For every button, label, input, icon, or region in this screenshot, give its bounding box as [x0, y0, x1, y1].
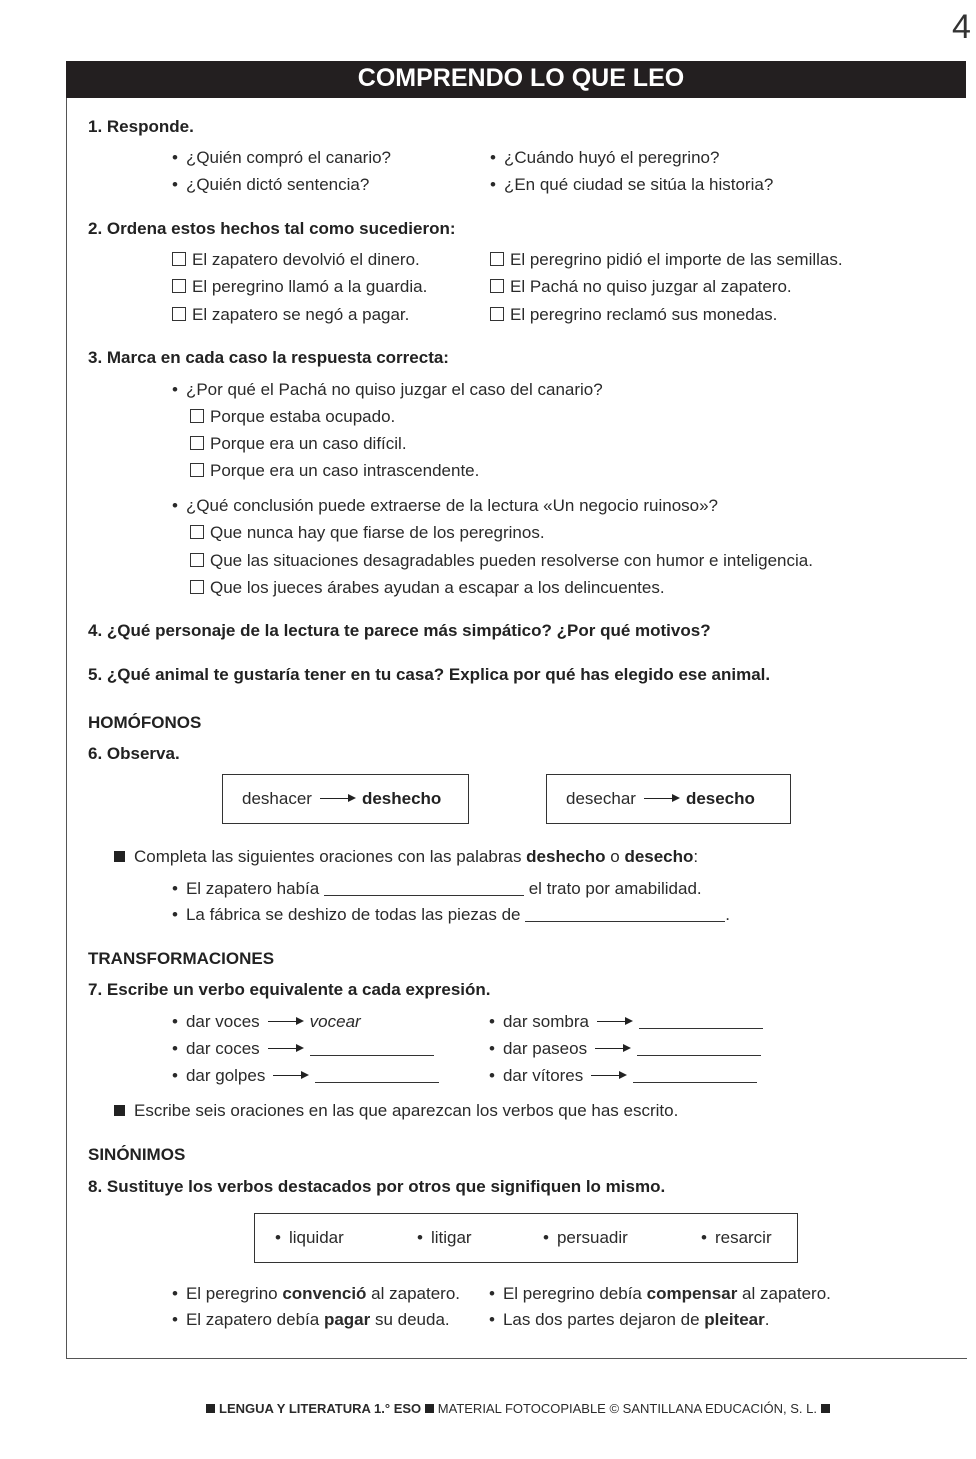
- q3-option[interactable]: [190, 461, 479, 481]
- q7-item: [489, 1012, 763, 1032]
- q6-label: 6. Observa.: [88, 744, 180, 763]
- square-icon: [206, 1404, 215, 1413]
- text-span: El peregrino: [185, 1284, 283, 1303]
- q3-label: 3. Marca en cada caso la respuesta correcta:: [88, 348, 449, 367]
- text-span: Las dos partes dejaron de: [502, 1310, 705, 1329]
- arrow-icon: [644, 798, 678, 800]
- text-span: o: [605, 847, 625, 866]
- text-span: compensar: [646, 1284, 738, 1303]
- arrow-icon: [268, 1048, 302, 1050]
- checkbox[interactable]: [490, 307, 504, 321]
- word-bank-item: • liquidar: [275, 1228, 344, 1248]
- q7-item: [172, 1012, 361, 1032]
- q2-item[interactable]: [172, 277, 427, 297]
- q1-item: • ¿Cuándo huyó el peregrino?: [490, 148, 719, 168]
- arrow-icon: [320, 798, 354, 800]
- arrow-icon: [268, 1021, 302, 1023]
- q8-label: 8. Sustituye los verbos destacados por otros que signifiquen lo mismo.: [88, 1177, 666, 1196]
- text-span: [242, 789, 441, 809]
- text-span: El zapatero había: [185, 879, 320, 898]
- text-span: El peregrino debía: [502, 1284, 647, 1303]
- q8-sentence: [489, 1284, 831, 1304]
- answer-blank[interactable]: [637, 1055, 761, 1056]
- word-bank-item: • resarcir: [701, 1228, 772, 1248]
- footer: [206, 1401, 839, 1416]
- q3-question: • ¿Por qué el Pachá no quiso juzgar el caso del canario?: [172, 380, 603, 400]
- answer-blank[interactable]: [324, 895, 524, 896]
- arrow-icon: [597, 1021, 631, 1023]
- text-span: pagar: [323, 1310, 371, 1329]
- answer-blank[interactable]: [633, 1082, 757, 1083]
- q1-item: • ¿Quién dictó sentencia?: [172, 175, 369, 195]
- checkbox[interactable]: [490, 279, 504, 293]
- text-span: Escribe seis oraciones en las que aparezcan los verbos que has escrito.: [134, 1101, 679, 1120]
- arrow-icon: [273, 1075, 307, 1077]
- word-bank-item: • litigar: [417, 1228, 472, 1248]
- q8-sentence: [172, 1310, 450, 1330]
- q6-sentence: [172, 905, 730, 925]
- q3-option[interactable]: [190, 523, 545, 543]
- q3-option[interactable]: [190, 434, 407, 454]
- homophone-box: [222, 774, 469, 824]
- section-heading-sinonimos: SINÓNIMOS: [88, 1145, 186, 1164]
- text-span: El zapatero debía: [185, 1310, 324, 1329]
- text-span: el trato por amabilidad.: [528, 879, 702, 898]
- option-text: Que los jueces árabes ayudan a escapar a los delincuentes.: [210, 578, 665, 597]
- q1-item: • ¿En qué ciudad se sitúa la historia?: [490, 175, 773, 195]
- word-from: desechar: [566, 789, 636, 808]
- q4-label: 4. ¿Qué personaje de la lectura te parece más simpático? ¿Por qué motivos?: [88, 621, 711, 640]
- q7-item: [489, 1066, 757, 1086]
- text-span: .: [725, 905, 730, 924]
- item-text: El Pachá no quiso juzgar al zapatero.: [510, 277, 792, 296]
- item-text: El zapatero devolvió el dinero.: [192, 250, 420, 269]
- text-span: :: [693, 847, 699, 866]
- square-bullet-icon: [114, 851, 125, 862]
- q7-label: 7. Escribe un verbo equivalente a cada expresión.: [88, 980, 491, 999]
- word-to: deshecho: [361, 789, 442, 808]
- q7-item: [489, 1039, 761, 1059]
- text-span: La fábrica se deshizo de todas las piezas de: [185, 905, 521, 924]
- answer-blank[interactable]: [315, 1082, 439, 1083]
- option-text: Porque era un caso intrascendente.: [210, 461, 480, 480]
- text-span: desecho: [624, 847, 694, 866]
- q8-sentence: [489, 1310, 769, 1330]
- q2-item[interactable]: [490, 277, 792, 297]
- q7-instruction: [114, 1101, 678, 1121]
- square-bullet-icon: [114, 1105, 125, 1116]
- q2-label: 2. Ordena estos hechos tal como sucedieron:: [88, 219, 456, 238]
- checkbox[interactable]: [190, 553, 204, 567]
- q2-item[interactable]: [490, 250, 843, 270]
- checkbox[interactable]: [490, 252, 504, 266]
- text-span: dar vítores: [502, 1066, 584, 1085]
- text-span: convenció: [282, 1284, 367, 1303]
- q8-sentence: [172, 1284, 460, 1304]
- q7-item: [172, 1039, 434, 1059]
- text-span: dar voces: [185, 1012, 260, 1031]
- q2-item[interactable]: [172, 305, 409, 325]
- item-text: El zapatero se negó a pagar.: [192, 305, 410, 324]
- text-span: Completa las siguientes oraciones con las palabras: [134, 847, 527, 866]
- arrow-icon: [595, 1048, 629, 1050]
- page-number: 4: [952, 8, 971, 46]
- text-span: al zapatero.: [366, 1284, 460, 1303]
- q6-sentence: [172, 879, 702, 899]
- q5-label: 5. ¿Qué animal te gustaría tener en tu casa? Explica por qué has elegido ese animal.: [88, 665, 771, 684]
- text-span: dar sombra: [502, 1012, 589, 1031]
- square-icon: [821, 1404, 830, 1413]
- option-text: Porque estaba ocupado.: [210, 407, 396, 426]
- checkbox[interactable]: [190, 580, 204, 594]
- answer-blank[interactable]: [639, 1028, 763, 1029]
- text-span: LENGUA Y LITERATURA 1.° ESO: [219, 1401, 422, 1416]
- text-span: MATERIAL FOTOCOPIABLE © SANTILLANA EDUCACIÓN, S. L.: [437, 1401, 817, 1416]
- checkbox[interactable]: [172, 252, 186, 266]
- example-answer: vocear: [309, 1012, 361, 1031]
- text-span: su deuda.: [370, 1310, 450, 1329]
- checkbox[interactable]: [172, 279, 186, 293]
- section-heading-transformaciones: TRANSFORMACIONES: [88, 949, 275, 968]
- item-text: El peregrino reclamó sus monedas.: [510, 305, 778, 324]
- arrow-icon: [591, 1075, 625, 1077]
- option-text: Que las situaciones desagradables pueden resolverse con humor e inteligencia.: [210, 551, 813, 570]
- text-span: dar golpes: [185, 1066, 266, 1085]
- word-bank-item: • persuadir: [543, 1228, 628, 1248]
- checkbox[interactable]: [190, 463, 204, 477]
- checkbox[interactable]: [190, 409, 204, 423]
- answer-blank[interactable]: [525, 921, 725, 922]
- q2-item[interactable]: [490, 305, 777, 325]
- q2-item[interactable]: [172, 250, 420, 270]
- text-span: dar paseos: [502, 1039, 588, 1058]
- q1-label: 1. Responde.: [88, 117, 194, 136]
- text-span: dar coces: [185, 1039, 260, 1058]
- checkbox[interactable]: [172, 307, 186, 321]
- item-text: El peregrino pidió el importe de las semillas.: [510, 250, 843, 269]
- checkbox[interactable]: [190, 525, 204, 539]
- section-heading-homofonos: HOMÓFONOS: [88, 713, 202, 732]
- q7-item: [172, 1066, 439, 1086]
- checkbox[interactable]: [190, 436, 204, 450]
- answer-blank[interactable]: [310, 1055, 434, 1056]
- homophone-box: [546, 774, 791, 824]
- text-span: al zapatero.: [737, 1284, 831, 1303]
- square-icon: [425, 1404, 434, 1413]
- q3-option[interactable]: [190, 407, 395, 427]
- word-to: desecho: [685, 789, 755, 808]
- option-text: Que nunca hay que fiarse de los peregrinos.: [210, 523, 545, 542]
- text-span: pleitear: [704, 1310, 765, 1329]
- q6-instruction: [114, 847, 698, 867]
- word-bank-box: [254, 1213, 798, 1263]
- q3-option[interactable]: [190, 551, 813, 571]
- word-from: deshacer: [242, 789, 312, 808]
- q3-option[interactable]: [190, 578, 665, 598]
- q3-question: • ¿Qué conclusión puede extraerse de la lectura «Un negocio ruinoso»?: [172, 496, 718, 516]
- q1-item: • ¿Quién compró el canario?: [172, 148, 391, 168]
- text-span: deshecho: [526, 847, 606, 866]
- text-span: [566, 789, 755, 809]
- option-text: Porque era un caso difícil.: [210, 434, 407, 453]
- page-title: COMPRENDO LO QUE LEO: [357, 64, 685, 92]
- item-text: El peregrino llamó a la guardia.: [192, 277, 428, 296]
- text-span: .: [764, 1310, 770, 1329]
